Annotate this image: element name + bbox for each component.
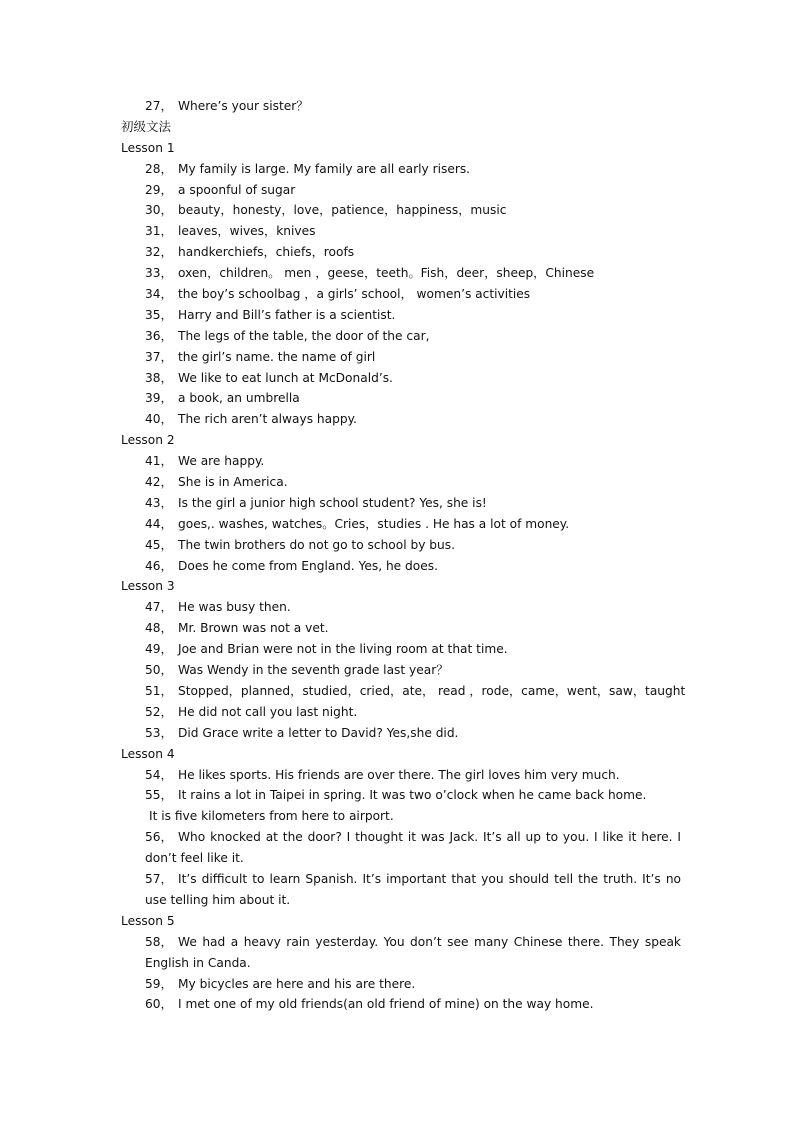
list-item — [121, 723, 681, 744]
item-text: Harry and Bill’s father is a scientist. — [178, 307, 396, 322]
list-item — [121, 556, 681, 577]
list-item — [121, 702, 681, 723]
item-number: 32， — [145, 245, 173, 260]
item-text: We like to eat lunch at McDonald’s. — [178, 370, 393, 385]
item-text: the girl’s name. the name of girl — [178, 349, 376, 364]
item-number: 38， — [145, 370, 173, 385]
item-text: the boy’s schoolbag ，a girls’ school， women’s activities — [178, 287, 531, 302]
item-number: 60， — [145, 997, 173, 1012]
item-text: Was Wendy in the seventh grade last year？ — [178, 663, 449, 678]
list-item — [121, 681, 686, 702]
item-number: 33， — [145, 266, 173, 281]
item-number: 34， — [145, 287, 173, 302]
item-number: 41， — [145, 454, 173, 469]
item-text: Stopped，planned，studied，cried，ate， read ，rode，came，went，saw，taught — [178, 683, 686, 698]
lesson-title: Lesson 1 — [121, 140, 175, 155]
list-item — [121, 827, 681, 869]
item-number: 51， — [145, 683, 173, 698]
item-text: a spoonful of sugar — [178, 182, 296, 197]
lesson-title: Lesson 5 — [121, 913, 175, 928]
item-text: The rich aren’t always happy. — [178, 412, 357, 427]
item-number: 30， — [145, 203, 173, 218]
item-number: 52， — [145, 704, 173, 719]
item-number: 50， — [145, 663, 173, 678]
list-item — [121, 180, 681, 201]
item-text: oxen，children。 men ，geese，teeth。Fish，deer，sheep，Chinese — [178, 266, 595, 281]
item-text: Is the girl a junior high school student? Yes, she is! — [178, 495, 487, 510]
item-text: goes,. washes, watches。Cries，studies . He has a lot of money. — [178, 516, 570, 531]
item-text: We had a heavy rain yesterday. You don’t see many Chinese there. They speak English in Canda. — [145, 934, 681, 970]
list-item — [121, 451, 681, 472]
list-item — [121, 368, 681, 389]
list-item — [121, 974, 681, 995]
item-number: 54， — [145, 767, 173, 782]
item-text: Joe and Brian were not in the living room at that time. — [178, 642, 508, 657]
list-item — [121, 618, 681, 639]
item-text: He did not call you last night. — [178, 704, 358, 719]
item-number: 59， — [145, 976, 173, 991]
list-item — [121, 639, 681, 660]
item-text: The legs of the table, the door of the car, — [178, 328, 430, 343]
item-text: beauty，honesty，love，patience，happiness，music — [178, 203, 507, 218]
item-text: leaves，wives，knives — [178, 224, 316, 239]
list-item — [121, 159, 681, 180]
item-text: It’s difficult to learn Spanish. It’s important that you should tell the truth. It’s no use telling him about it. — [145, 871, 681, 907]
list-item — [121, 347, 681, 368]
item-text: I met one of my old friends(an old friend of mine) on the way home. — [178, 997, 594, 1012]
item-number: 40， — [145, 412, 173, 427]
list-item — [121, 869, 681, 911]
item-text: Who knocked at the door? I thought it was Jack. It’s all up to you. I like it here. I don’t feel like it. — [145, 830, 681, 866]
item-number: 58， — [145, 934, 173, 949]
list-item — [121, 765, 681, 786]
item-text: Mr. Brown was not a vet. — [178, 621, 329, 636]
list-item — [121, 994, 681, 1015]
item-number: 39， — [145, 391, 173, 406]
list-item — [121, 388, 681, 409]
list-item — [121, 200, 681, 221]
list-item — [121, 263, 681, 284]
item-number: 28， — [145, 161, 173, 176]
item-number: 43， — [145, 495, 173, 510]
lesson-title: Lesson 2 — [121, 433, 175, 448]
item-text: Did Grace write a letter to David? Yes,she did. — [178, 725, 459, 740]
list-item — [121, 326, 681, 347]
list-item — [121, 535, 681, 556]
item-number: 27， — [145, 99, 173, 113]
list-item — [121, 284, 681, 305]
item-number: 44， — [145, 516, 173, 531]
item-text: My family is large. My family are all early risers. — [178, 161, 471, 176]
list-item — [121, 493, 681, 514]
item-number: 55， — [145, 788, 173, 803]
document-body — [121, 96, 686, 1015]
list-item — [121, 597, 681, 618]
item-number: 56， — [145, 830, 173, 845]
item-number: 49， — [145, 642, 173, 657]
item-number: 45， — [145, 537, 173, 552]
item-number: 42， — [145, 475, 173, 490]
item-number: 57， — [145, 871, 173, 886]
item-text: My bicycles are here and his are there. — [178, 976, 416, 991]
item-text: handkerchiefs，chiefs，roofs — [178, 245, 355, 260]
list-item — [121, 932, 681, 974]
item-number: 48， — [145, 621, 173, 636]
lesson-title: Lesson 3 — [121, 579, 175, 594]
item-number: 35， — [145, 307, 173, 322]
item-text: The twin brothers do not go to school by bus. — [178, 537, 455, 552]
item-number: 46， — [145, 558, 173, 573]
item-number: 29， — [145, 182, 173, 197]
item-number: 31， — [145, 224, 173, 239]
item-text: He was busy then. — [178, 600, 291, 615]
item-number: 36， — [145, 328, 173, 343]
list-item — [121, 514, 681, 535]
item-text: Does he come from England. Yes, he does. — [178, 558, 438, 573]
item-text: He likes sports. His friends are over there. The girl loves him very much. — [178, 767, 620, 782]
list-item-continuation — [121, 806, 681, 827]
list-item — [121, 472, 681, 493]
item-text: She is in America. — [178, 475, 288, 490]
list-item — [121, 242, 681, 263]
item-text: Where’s your sister？ — [178, 99, 309, 113]
item-text: It is five kilometers from here to airport. — [149, 809, 394, 824]
list-item — [121, 221, 681, 242]
item-text: We are happy. — [178, 454, 265, 469]
item-number: 53， — [145, 725, 173, 740]
item-number: 47， — [145, 600, 173, 615]
list-item — [121, 96, 681, 117]
list-item — [121, 660, 681, 681]
item-number: 37， — [145, 349, 173, 364]
list-item — [121, 785, 681, 806]
list-item — [121, 305, 681, 326]
list-item — [121, 409, 681, 430]
item-text: It rains a lot in Taipei in spring. It was two o’clock when he came back home. — [178, 788, 647, 803]
section-heading: 初级文法 — [121, 118, 172, 134]
lesson-title: Lesson 4 — [121, 746, 175, 761]
item-text: a book, an umbrella — [178, 391, 300, 406]
